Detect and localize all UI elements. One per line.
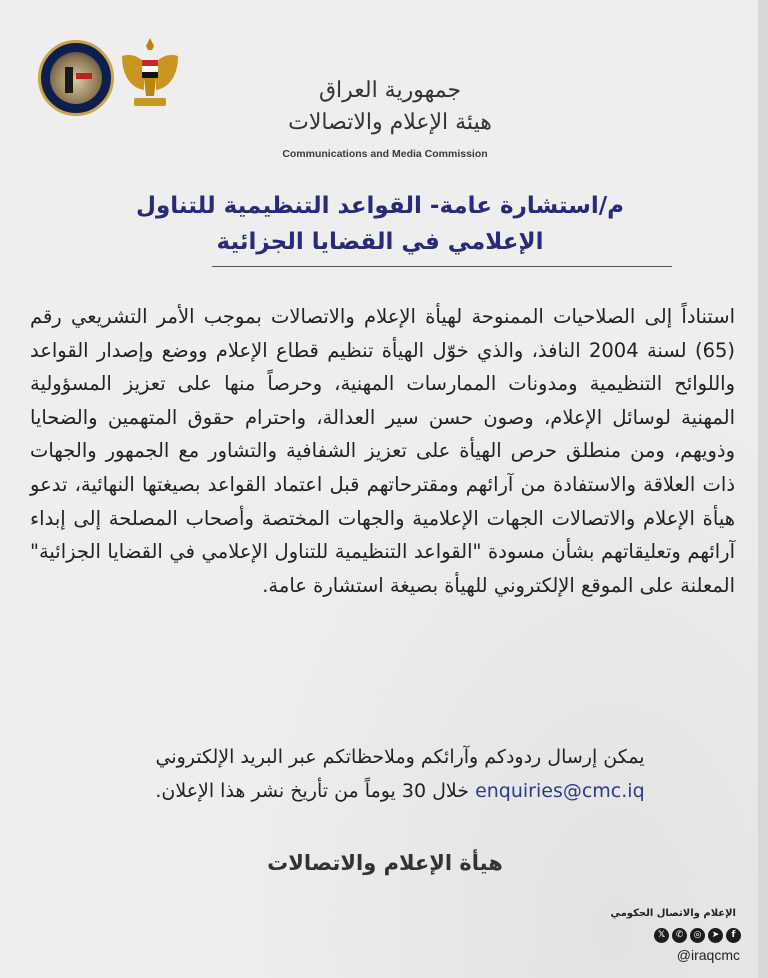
title-divider	[212, 266, 672, 267]
announcement-title-line2: الإعلامي في القضايا الجزائية	[216, 229, 544, 255]
cmc-logo	[38, 40, 114, 116]
whatsapp-icon[interactable]: ✆	[672, 928, 687, 943]
instagram-icon[interactable]: ◎	[690, 928, 705, 943]
social-icons	[637, 928, 741, 946]
footer-label: الإعلام والاتصال الحكومي	[610, 908, 736, 919]
x-icon[interactable]: 𝕏	[654, 928, 669, 943]
contact-note-line1: يمكن إرسال ردودكم وآرائكم وملاحظاتكم عبر البريد الإلكتروني	[155, 746, 645, 768]
header-arabic-country: جمهورية العراق	[318, 78, 462, 103]
signature: هيأة الإعلام والاتصالات	[267, 851, 503, 875]
contact-email-link[interactable]: enquiries@cmc.iq	[475, 780, 645, 802]
header-arabic-commission: هيئة الإعلام والاتصالات	[288, 110, 492, 135]
contact-note-line2	[80, 776, 720, 806]
header-english-commission: Communications and Media Commission	[282, 148, 488, 160]
iraq-eagle-emblem-icon	[118, 34, 182, 114]
telegram-icon[interactable]: ➤	[708, 928, 723, 943]
announcement-title-line1: م/استشارة عامة- القواعد التنظيمية للتناول	[135, 193, 625, 219]
facebook-icon[interactable]: f	[726, 928, 741, 943]
announcement-body: استناداً إلى الصلاحيات الممنوحة لهيأة الإعلام والاتصالات بموجب الأمر التشريعي رقم (65) لسنة 2004 النافذ، والذي خوّل الهيأة تنظيم قطاع الإعلام ووضع وإصدار القواعد واللوائح التنظيمية ومدونات الممارسات المهنية، وحرصاً منها على تعزيز المسؤولية المهنية لوسائل الإعلام، وصون حسن سير العدالة، واحترام حقوق المتهمين والضحايا وذويهم، ومن منطلق حرص الهيأة على تعزيز الشفافية والتشاور مع الجمهور والجهات ذات العلاقة والاستفادة من آرائهم ومقترحاتهم قبل اعتماد القواعد بصيغتها النهائية، تدعو هيأة الإعلام والاتصالات الجهات الإعلامية والجهات المختصة وأصحاب المصلحة إلى إبداء آرائهم وتعليقاتهم بشأن مسودة "القواعد التنظيمية للتناول الإعلامي في القضايا الجزائية" المعلنة على الموقع الإلكتروني للهيأة بصيغة استشارة عامة.	[30, 305, 735, 597]
social-handle: @iraqcmc	[676, 947, 740, 963]
contact-deadline-text: خلال 30 يوماً من تأريخ نشر هذا الإعلان.	[155, 780, 470, 802]
page-edge	[758, 0, 768, 978]
